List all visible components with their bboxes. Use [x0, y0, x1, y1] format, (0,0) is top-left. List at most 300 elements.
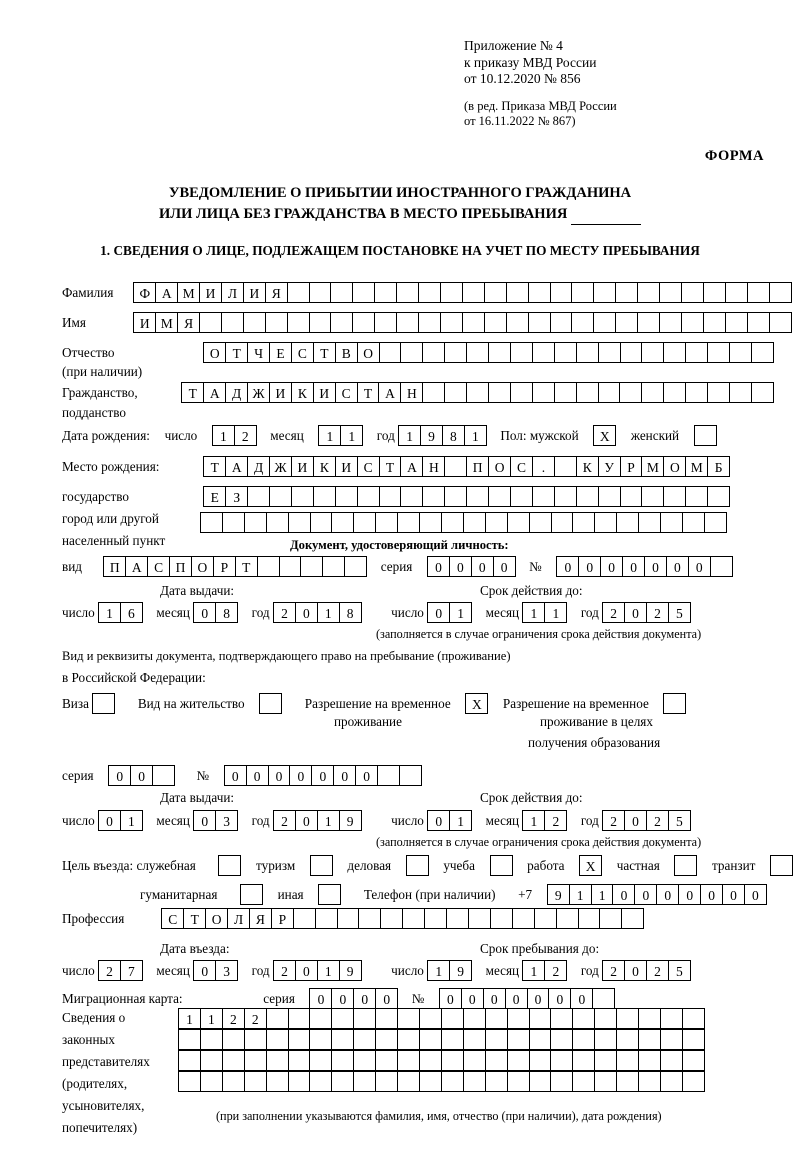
cell[interactable]: 0: [722, 884, 745, 905]
cell[interactable]: [641, 342, 664, 363]
cell[interactable]: 0: [548, 988, 571, 1009]
cell[interactable]: [638, 1008, 661, 1029]
representatives-line-4-input[interactable]: [178, 1071, 704, 1092]
cell[interactable]: [244, 1029, 267, 1050]
cell[interactable]: 0: [355, 765, 378, 786]
cell[interactable]: [488, 382, 511, 403]
cell[interactable]: 1: [591, 884, 614, 905]
cell[interactable]: [444, 342, 467, 363]
cell[interactable]: 3: [215, 960, 238, 981]
cell[interactable]: [266, 1008, 289, 1029]
cell[interactable]: 0: [193, 960, 216, 981]
cell[interactable]: [462, 312, 485, 333]
cell[interactable]: А: [400, 456, 423, 477]
permit-education-checkbox[interactable]: [663, 693, 686, 714]
cell[interactable]: [353, 1008, 376, 1029]
identity-valid-day-input[interactable]: [427, 602, 471, 623]
cell[interactable]: [222, 1029, 245, 1050]
cell[interactable]: 1: [212, 425, 235, 446]
cell[interactable]: [663, 382, 686, 403]
cell[interactable]: 0: [624, 810, 647, 831]
cell[interactable]: Т: [181, 382, 204, 403]
birthplace-line-1-input[interactable]: [203, 456, 729, 477]
cell[interactable]: [554, 342, 577, 363]
cell[interactable]: [725, 282, 748, 303]
cell[interactable]: 0: [624, 602, 647, 623]
cell[interactable]: 0: [556, 556, 579, 577]
cell[interactable]: [594, 1008, 617, 1029]
cell[interactable]: [707, 342, 730, 363]
cell[interactable]: З: [225, 486, 248, 507]
cell[interactable]: [375, 512, 398, 533]
cell[interactable]: Р: [271, 908, 294, 929]
cell[interactable]: А: [378, 382, 401, 403]
cell[interactable]: [576, 382, 599, 403]
cell[interactable]: [330, 282, 353, 303]
cell[interactable]: [490, 908, 513, 929]
cell[interactable]: [309, 282, 332, 303]
cell[interactable]: 0: [246, 765, 269, 786]
cell[interactable]: 2: [234, 425, 257, 446]
cell[interactable]: П: [466, 456, 489, 477]
cell[interactable]: [291, 486, 314, 507]
cell[interactable]: [444, 486, 467, 507]
cell[interactable]: Ж: [269, 456, 292, 477]
cell[interactable]: [621, 908, 644, 929]
cell[interactable]: [200, 512, 223, 533]
cell[interactable]: С: [291, 342, 314, 363]
cell[interactable]: [532, 342, 555, 363]
cell[interactable]: Р: [620, 456, 643, 477]
cell[interactable]: [419, 1071, 442, 1092]
cell[interactable]: 1: [200, 1008, 223, 1029]
cell[interactable]: [352, 312, 375, 333]
cell[interactable]: 9: [547, 884, 570, 905]
cell[interactable]: [707, 486, 730, 507]
cell[interactable]: [703, 312, 726, 333]
cell[interactable]: Т: [379, 456, 402, 477]
cell[interactable]: [638, 1050, 661, 1071]
cell[interactable]: И: [133, 312, 156, 333]
cell[interactable]: [288, 1071, 311, 1092]
cell[interactable]: 0: [98, 810, 121, 831]
cell[interactable]: И: [335, 456, 358, 477]
cell[interactable]: [244, 512, 267, 533]
cell[interactable]: [616, 1008, 639, 1029]
cell[interactable]: 5: [668, 960, 691, 981]
cell[interactable]: [463, 1071, 486, 1092]
cell[interactable]: 0: [700, 884, 723, 905]
cell[interactable]: [769, 312, 792, 333]
cell[interactable]: [353, 512, 376, 533]
cell[interactable]: [352, 282, 375, 303]
cell[interactable]: [685, 382, 708, 403]
cell[interactable]: О: [205, 908, 228, 929]
birth-month-input[interactable]: [318, 425, 362, 446]
cell[interactable]: [441, 1029, 464, 1050]
cell[interactable]: [729, 342, 752, 363]
cell[interactable]: 1: [449, 602, 472, 623]
purpose-humanitarian-checkbox[interactable]: [240, 884, 263, 905]
cell[interactable]: 2: [602, 960, 625, 981]
cell[interactable]: 1: [178, 1008, 201, 1029]
cell[interactable]: [357, 486, 380, 507]
cell[interactable]: [576, 486, 599, 507]
identity-number-input[interactable]: [556, 556, 731, 577]
cell[interactable]: [313, 486, 336, 507]
cell[interactable]: [681, 312, 704, 333]
cell[interactable]: [572, 1008, 595, 1029]
cell[interactable]: 1: [449, 810, 472, 831]
cell[interactable]: А: [125, 556, 148, 577]
cell[interactable]: [510, 342, 533, 363]
cell[interactable]: 9: [420, 425, 443, 446]
cell[interactable]: [309, 1029, 332, 1050]
cell[interactable]: 0: [268, 765, 291, 786]
cell[interactable]: И: [199, 282, 222, 303]
cell[interactable]: .: [532, 456, 555, 477]
cell[interactable]: Е: [203, 486, 226, 507]
cell[interactable]: [310, 512, 333, 533]
cell[interactable]: [309, 1071, 332, 1092]
cell[interactable]: У: [598, 456, 621, 477]
cell[interactable]: [616, 1071, 639, 1092]
cell[interactable]: 0: [427, 556, 450, 577]
cell[interactable]: [485, 1071, 508, 1092]
cell[interactable]: [593, 312, 616, 333]
purpose-study-checkbox[interactable]: [490, 855, 513, 876]
cell[interactable]: [534, 908, 557, 929]
cell[interactable]: [178, 1071, 201, 1092]
cell[interactable]: 0: [624, 960, 647, 981]
cell[interactable]: [659, 282, 682, 303]
cell[interactable]: 0: [644, 556, 667, 577]
cell[interactable]: И: [291, 456, 314, 477]
cell[interactable]: 2: [98, 960, 121, 981]
cell[interactable]: [222, 1050, 245, 1071]
cell[interactable]: [507, 1050, 530, 1071]
cell[interactable]: [747, 282, 770, 303]
cell[interactable]: 0: [612, 884, 635, 905]
cell[interactable]: 2: [273, 810, 296, 831]
cell[interactable]: 9: [339, 960, 362, 981]
cell[interactable]: [751, 382, 774, 403]
cell[interactable]: [221, 312, 244, 333]
cell[interactable]: [463, 1008, 486, 1029]
cell[interactable]: [620, 342, 643, 363]
cell[interactable]: С: [357, 456, 380, 477]
cell[interactable]: 0: [295, 810, 318, 831]
entry-year-input[interactable]: [273, 960, 361, 981]
purpose-service-checkbox[interactable]: [218, 855, 241, 876]
cell[interactable]: [331, 1008, 354, 1029]
cell[interactable]: Т: [235, 556, 258, 577]
cell[interactable]: [400, 342, 423, 363]
cell[interactable]: 0: [656, 884, 679, 905]
cell[interactable]: О: [203, 342, 226, 363]
cell[interactable]: [485, 1050, 508, 1071]
cell[interactable]: [243, 312, 266, 333]
cell[interactable]: 1: [340, 425, 363, 446]
cell[interactable]: [374, 312, 397, 333]
birthplace-line-3-input[interactable]: [200, 512, 726, 533]
cell[interactable]: 1: [120, 810, 143, 831]
identity-valid-year-input[interactable]: [602, 602, 690, 623]
cell[interactable]: [315, 908, 338, 929]
cell[interactable]: [397, 1029, 420, 1050]
stay-year-input[interactable]: [602, 960, 690, 981]
cell[interactable]: 0: [439, 988, 462, 1009]
cell[interactable]: [463, 1029, 486, 1050]
cell[interactable]: [532, 382, 555, 403]
cell[interactable]: [572, 512, 595, 533]
cell[interactable]: Б: [707, 456, 730, 477]
cell[interactable]: 2: [646, 960, 669, 981]
cell[interactable]: 5: [668, 810, 691, 831]
purpose-tourism-checkbox[interactable]: [310, 855, 333, 876]
cell[interactable]: [419, 1050, 442, 1071]
cell[interactable]: А: [203, 382, 226, 403]
cell[interactable]: [396, 282, 419, 303]
cell[interactable]: Т: [183, 908, 206, 929]
permit-number-input[interactable]: [224, 765, 421, 786]
cell[interactable]: 0: [449, 556, 472, 577]
entry-month-input[interactable]: [193, 960, 237, 981]
phone-input[interactable]: [547, 884, 766, 905]
cell[interactable]: [598, 342, 621, 363]
cell[interactable]: [512, 908, 535, 929]
cell[interactable]: И: [269, 382, 292, 403]
cell[interactable]: Ч: [247, 342, 270, 363]
cell[interactable]: Л: [227, 908, 250, 929]
representatives-line-1-input[interactable]: [178, 1008, 704, 1029]
cell[interactable]: [374, 282, 397, 303]
cell[interactable]: [529, 1071, 552, 1092]
cell[interactable]: [682, 1008, 705, 1029]
cell[interactable]: 1: [317, 960, 340, 981]
cell[interactable]: 0: [353, 988, 376, 1009]
cell[interactable]: [422, 486, 445, 507]
cell[interactable]: [396, 312, 419, 333]
cell[interactable]: 0: [493, 556, 516, 577]
representatives-line-3-input[interactable]: [178, 1050, 704, 1071]
cell[interactable]: 0: [375, 988, 398, 1009]
cell[interactable]: [529, 1050, 552, 1071]
cell[interactable]: [641, 486, 664, 507]
cell[interactable]: [309, 1008, 332, 1029]
cell[interactable]: [419, 512, 442, 533]
permit-residence-checkbox[interactable]: [259, 693, 282, 714]
purpose-business-checkbox[interactable]: [406, 855, 429, 876]
cell[interactable]: [663, 342, 686, 363]
cell[interactable]: [572, 1071, 595, 1092]
cell[interactable]: М: [177, 282, 200, 303]
cell[interactable]: [331, 1029, 354, 1050]
cell[interactable]: [550, 1029, 573, 1050]
cell[interactable]: Я: [249, 908, 272, 929]
identity-issue-month-input[interactable]: [193, 602, 237, 623]
cell[interactable]: [485, 1029, 508, 1050]
cell[interactable]: [247, 486, 270, 507]
cell[interactable]: [576, 342, 599, 363]
cell[interactable]: 1: [398, 425, 421, 446]
cell[interactable]: [402, 908, 425, 929]
permit-visa-checkbox[interactable]: [92, 693, 115, 714]
cell[interactable]: Р: [213, 556, 236, 577]
identity-issue-day-input[interactable]: [98, 602, 142, 623]
cell[interactable]: [554, 456, 577, 477]
permit-valid-day-input[interactable]: [427, 810, 471, 831]
cell[interactable]: 0: [527, 988, 550, 1009]
cell[interactable]: В: [335, 342, 358, 363]
cell[interactable]: [485, 1008, 508, 1029]
cell[interactable]: [335, 486, 358, 507]
cell[interactable]: [397, 512, 420, 533]
cell[interactable]: [578, 908, 601, 929]
cell[interactable]: [550, 1050, 573, 1071]
cell[interactable]: [375, 1008, 398, 1029]
cell[interactable]: [331, 1050, 354, 1071]
cell[interactable]: [375, 1050, 398, 1071]
cell[interactable]: 2: [273, 960, 296, 981]
cell[interactable]: 1: [569, 884, 592, 905]
cell[interactable]: [400, 486, 423, 507]
cell[interactable]: [440, 282, 463, 303]
cell[interactable]: 0: [193, 810, 216, 831]
cell[interactable]: [375, 1029, 398, 1050]
cell[interactable]: 8: [442, 425, 465, 446]
cell[interactable]: [550, 282, 573, 303]
cell[interactable]: 1: [522, 602, 545, 623]
cell[interactable]: 8: [339, 602, 362, 623]
cell[interactable]: 0: [483, 988, 506, 1009]
cell[interactable]: [681, 282, 704, 303]
cell[interactable]: [638, 512, 661, 533]
cell[interactable]: 1: [98, 602, 121, 623]
cell[interactable]: 2: [273, 602, 296, 623]
cell[interactable]: [660, 512, 683, 533]
cell[interactable]: [571, 282, 594, 303]
cell[interactable]: [529, 512, 552, 533]
cell[interactable]: [441, 1050, 464, 1071]
cell[interactable]: 2: [244, 1008, 267, 1029]
cell[interactable]: [222, 1071, 245, 1092]
cell[interactable]: 2: [544, 960, 567, 981]
cell[interactable]: М: [685, 456, 708, 477]
cell[interactable]: [353, 1050, 376, 1071]
cell[interactable]: [379, 342, 402, 363]
cell[interactable]: [265, 312, 288, 333]
cell[interactable]: [572, 1029, 595, 1050]
birth-year-input[interactable]: [398, 425, 486, 446]
cell[interactable]: [660, 1050, 683, 1071]
permit-issue-year-input[interactable]: [273, 810, 361, 831]
cell[interactable]: [710, 556, 733, 577]
cell[interactable]: [704, 512, 727, 533]
cell[interactable]: [399, 765, 422, 786]
cell[interactable]: [152, 765, 175, 786]
cell[interactable]: И: [243, 282, 266, 303]
purpose-private-checkbox[interactable]: [674, 855, 697, 876]
cell[interactable]: [418, 282, 441, 303]
cell[interactable]: 0: [311, 765, 334, 786]
cell[interactable]: [300, 556, 323, 577]
cell[interactable]: [594, 1029, 617, 1050]
cell[interactable]: [337, 908, 360, 929]
purpose-work-checkbox[interactable]: X: [579, 855, 602, 876]
cell[interactable]: [660, 1029, 683, 1050]
cell[interactable]: [309, 312, 332, 333]
name-input[interactable]: [133, 312, 790, 333]
cell[interactable]: М: [641, 456, 664, 477]
cell[interactable]: [729, 382, 752, 403]
cell[interactable]: 0: [578, 556, 601, 577]
cell[interactable]: 0: [295, 960, 318, 981]
cell[interactable]: [703, 282, 726, 303]
migration-series-input[interactable]: [309, 988, 397, 1009]
cell[interactable]: [397, 1050, 420, 1071]
cell[interactable]: [529, 1029, 552, 1050]
cell[interactable]: [293, 908, 316, 929]
cell[interactable]: 0: [461, 988, 484, 1009]
cell[interactable]: [550, 312, 573, 333]
cell[interactable]: [331, 1071, 354, 1092]
cell[interactable]: 1: [522, 810, 545, 831]
cell[interactable]: К: [576, 456, 599, 477]
cell[interactable]: 0: [224, 765, 247, 786]
cell[interactable]: [380, 908, 403, 929]
cell[interactable]: [178, 1050, 201, 1071]
cell[interactable]: С: [335, 382, 358, 403]
cell[interactable]: П: [169, 556, 192, 577]
cell[interactable]: [660, 1008, 683, 1029]
cell[interactable]: [484, 282, 507, 303]
cell[interactable]: [638, 1029, 661, 1050]
cell[interactable]: [529, 1008, 552, 1029]
cell[interactable]: [747, 312, 770, 333]
cell[interactable]: [488, 342, 511, 363]
cell[interactable]: Я: [177, 312, 200, 333]
cell[interactable]: Т: [203, 456, 226, 477]
cell[interactable]: [615, 282, 638, 303]
cell[interactable]: [222, 512, 245, 533]
permit-issue-day-input[interactable]: [98, 810, 142, 831]
cell[interactable]: А: [225, 456, 248, 477]
cell[interactable]: [375, 1071, 398, 1092]
cell[interactable]: 3: [215, 810, 238, 831]
cell[interactable]: 8: [215, 602, 238, 623]
cell[interactable]: 9: [449, 960, 472, 981]
cell[interactable]: 0: [600, 556, 623, 577]
cell[interactable]: [663, 486, 686, 507]
cell[interactable]: [660, 1071, 683, 1092]
cell[interactable]: [637, 282, 660, 303]
cell[interactable]: [279, 556, 302, 577]
cell[interactable]: [598, 382, 621, 403]
permit-temporary-checkbox[interactable]: X: [465, 693, 488, 714]
cell[interactable]: [377, 765, 400, 786]
purpose-other-checkbox[interactable]: [318, 884, 341, 905]
cell[interactable]: [444, 382, 467, 403]
cell[interactable]: [244, 1050, 267, 1071]
cell[interactable]: [418, 312, 441, 333]
cell[interactable]: [616, 512, 639, 533]
entry-day-input[interactable]: [98, 960, 142, 981]
identity-issue-year-input[interactable]: [273, 602, 361, 623]
cell[interactable]: 2: [602, 810, 625, 831]
cell[interactable]: [446, 908, 469, 929]
cell[interactable]: [572, 1050, 595, 1071]
